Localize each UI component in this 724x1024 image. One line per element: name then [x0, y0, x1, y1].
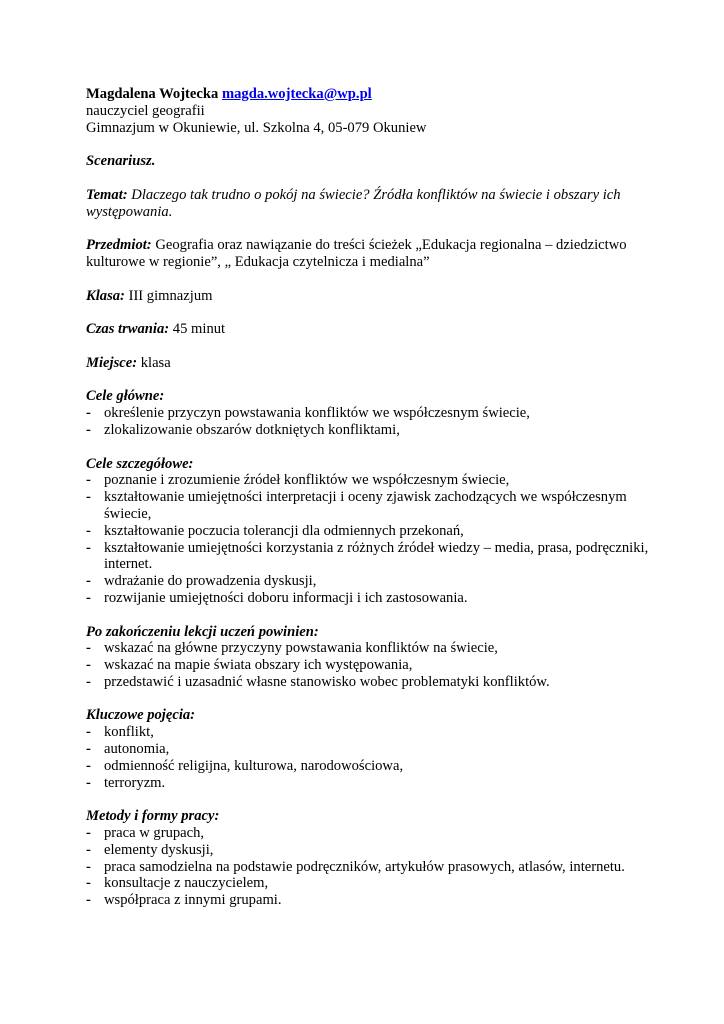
- place-section: [86, 355, 656, 372]
- list-item-text: zlokalizowanie obszarów dotkniętych konfliktami,: [104, 421, 400, 438]
- bullet-dash: -: [86, 757, 91, 774]
- methods-heading: Metody i formy pracy:: [86, 808, 220, 825]
- detailed-goals-list: [86, 472, 656, 606]
- list-item: [86, 590, 656, 607]
- list-item-text: terroryzm.: [104, 774, 166, 791]
- list-item: [86, 775, 656, 792]
- list-item-text: praca samodzielna na podstawie podręczników, artykułów prasowych, atlasów, internetu.: [104, 858, 625, 875]
- list-item-text: poznanie i zrozumienie źródeł konfliktów we współczesnym świecie,: [104, 472, 510, 489]
- list-item-text: konflikt,: [104, 724, 154, 741]
- email-link[interactable]: magda.wojtecka@wp.pl: [221, 86, 372, 102]
- author-role: nauczyciel geografii: [86, 102, 205, 119]
- bullet-dash: -: [86, 522, 91, 539]
- bullet-dash: -: [86, 573, 91, 590]
- methods-list: [86, 825, 656, 909]
- duration-label: Czas trwania:: [86, 321, 170, 338]
- main-goals-heading: Cele główne:: [86, 388, 165, 405]
- outcomes-list: [86, 640, 656, 690]
- list-item: [86, 875, 656, 892]
- key-concepts-list: [86, 724, 656, 791]
- bullet-dash: -: [86, 724, 91, 741]
- list-item-text: wskazać na mapie świata obszary ich występowania,: [104, 657, 413, 674]
- class-text: III gimnazjum: [128, 287, 213, 304]
- duration-section: [86, 321, 656, 338]
- subject-label: Przedmiot:: [86, 237, 152, 254]
- list-item-text: autonomia,: [104, 741, 170, 758]
- place-label: Miejsce:: [86, 354, 138, 371]
- list-item-text: elementy dyskusji,: [104, 841, 214, 858]
- school-address: Gimnazjum w Okuniewie, ul. Szkolna 4, 05-079 Okuniew: [86, 119, 427, 136]
- list-item: [86, 724, 656, 741]
- subject-text: Geografia oraz nawiązanie do treści ścieżek „Edukacja regionalna – dziedzictwo kulturowe w regionie”, „ Edukacja czytelnicza i medialna”: [86, 237, 627, 270]
- list-item: [86, 892, 656, 909]
- class-section: [86, 288, 656, 305]
- place-text: klasa: [140, 354, 171, 371]
- outcomes-heading: Po zakończeniu lekcji uczeń powinien:: [86, 623, 319, 640]
- list-item: [86, 573, 656, 590]
- bullet-dash: -: [86, 640, 91, 657]
- bullet-dash: -: [86, 472, 91, 489]
- author-name: Magdalena Wojtecka: [86, 86, 219, 102]
- bullet-dash: -: [86, 825, 91, 842]
- list-item-text: rozwijanie umiejętności doboru informacji i ich zastosowania.: [104, 589, 468, 606]
- topic-text: Dlaczego tak trudno o pokój na świecie? Źródła konfliktów na świecie i obszary ich występowania.: [86, 186, 621, 220]
- list-item: [86, 741, 656, 758]
- bullet-dash: -: [86, 489, 91, 506]
- list-item-text: kształtowanie umiejętności interpretacji i oceny zjawisk zachodzących we współczesnym świecie,: [104, 489, 627, 522]
- list-item: [86, 674, 656, 691]
- list-item-text: określenie przyczyn powstawania konfliktów we współczesnym świecie,: [104, 405, 530, 422]
- list-item: [86, 640, 656, 657]
- main-goals-list: [86, 405, 656, 439]
- list-item: [86, 859, 656, 876]
- list-item: [86, 472, 656, 489]
- topic-label: Temat:: [86, 186, 128, 203]
- list-item-text: współpraca z innymi grupami.: [104, 892, 282, 909]
- bullet-dash: -: [86, 589, 91, 606]
- key-concepts-heading: Kluczowe pojęcia:: [86, 707, 196, 724]
- list-item: [86, 657, 656, 674]
- list-item: [86, 489, 656, 523]
- bullet-dash: -: [86, 657, 91, 674]
- bullet-dash: -: [86, 741, 91, 758]
- bullet-dash: -: [86, 858, 91, 875]
- detailed-goals-heading: Cele szczegółowe:: [86, 455, 194, 472]
- list-item: [86, 523, 656, 540]
- author-line: [86, 86, 656, 103]
- list-item-text: odmienność religijna, kulturowa, narodowościowa,: [104, 757, 404, 774]
- bullet-dash: -: [86, 405, 91, 422]
- bullet-dash: -: [86, 673, 91, 690]
- list-item-text: konsultacje z nauczycielem,: [104, 875, 269, 892]
- list-item-text: wskazać na główne przyczyny powstawania konfliktów na świecie,: [104, 640, 498, 657]
- subject-section: [86, 237, 656, 271]
- list-item: [86, 405, 656, 422]
- list-item: [86, 842, 656, 859]
- list-item: [86, 758, 656, 775]
- bullet-dash: -: [86, 421, 91, 438]
- bullet-dash: -: [86, 892, 91, 909]
- list-item: [86, 540, 656, 574]
- list-item-text: kształtowanie poczucia tolerancji dla odmiennych przekonań,: [104, 522, 464, 539]
- bullet-dash: -: [86, 841, 91, 858]
- scenario-title: Scenariusz.: [86, 153, 156, 170]
- topic-section: [86, 187, 656, 221]
- list-item: [86, 422, 656, 439]
- list-item-text: praca w grupach,: [104, 825, 205, 842]
- bullet-dash: -: [86, 539, 91, 556]
- list-item-text: kształtowanie umiejętności korzystania z różnych źródeł wiedzy – media, prasa, podręczniki, internet.: [104, 539, 649, 573]
- class-label: Klasa:: [86, 287, 125, 304]
- bullet-dash: -: [86, 875, 91, 892]
- bullet-dash: -: [86, 774, 91, 791]
- duration-text: 45 minut: [172, 321, 226, 338]
- list-item-text: przedstawić i uzasadnić własne stanowisko wobec problematyki konfliktów.: [104, 673, 550, 690]
- list-item: [86, 825, 656, 842]
- list-item-text: wdrażanie do prowadzenia dyskusji,: [104, 573, 317, 590]
- document-page: [86, 86, 656, 909]
